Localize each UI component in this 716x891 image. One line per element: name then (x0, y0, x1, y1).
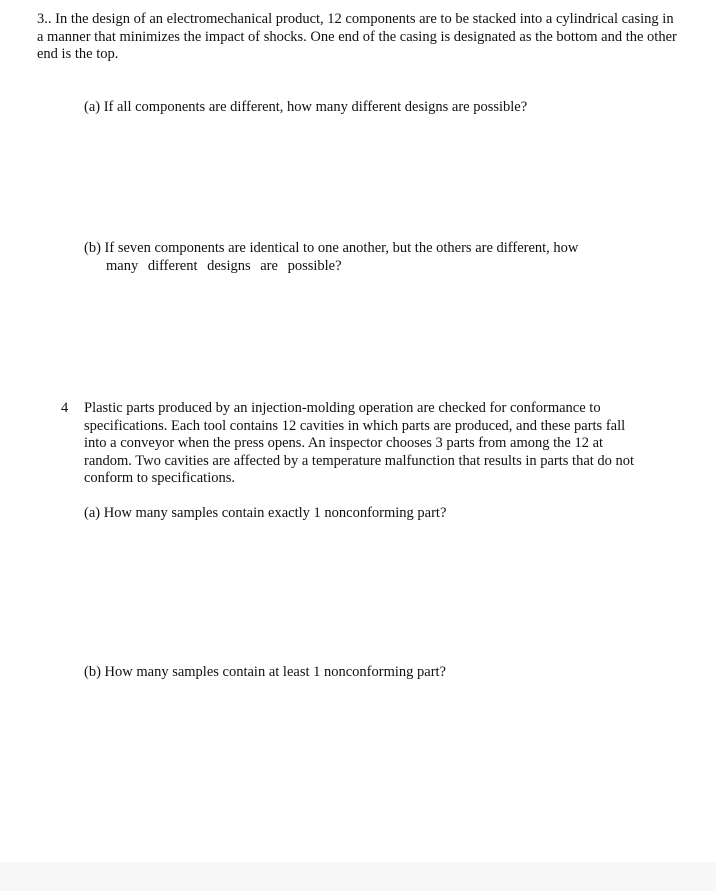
problem-3-part-a: (a) If all components are different, how many different designs are possible? (84, 99, 528, 115)
problem-4-part-b: (b) How many samples contain at least 1 nonconforming part? (84, 664, 446, 680)
problem-3-part-b-line1: (b) If seven components are identical to one another, but the others are different, how (84, 240, 579, 256)
page-bottom-edge (0, 862, 716, 891)
problem-3-statement: 3.. In the design of an electromechanical product, 12 components are to be stacked into a cylindrical casing in a manner that minimizes the impact of shocks. One end of the casing is designated as the bottom and the other end is the top. (37, 11, 677, 62)
problem-4-part-a: (a) How many samples contain exactly 1 nonconforming part? (84, 505, 447, 521)
problem-3-part-b (84, 240, 666, 275)
problem-3-part-b-line2: many different designs are possible? (106, 257, 342, 274)
problem-4-statement: Plastic parts produced by an injection-molding operation are checked for conformance to specifications. Each tool contains 12 cavities in which parts are produced, and these parts fall into a conveyor when the press opens. An inspector chooses 3 parts from among the 12 at random. Two cavities are affected by a temperature malfunction that results in parts that do not conform to specifications. (84, 400, 635, 486)
problem-4-number: 4 (61, 400, 69, 416)
